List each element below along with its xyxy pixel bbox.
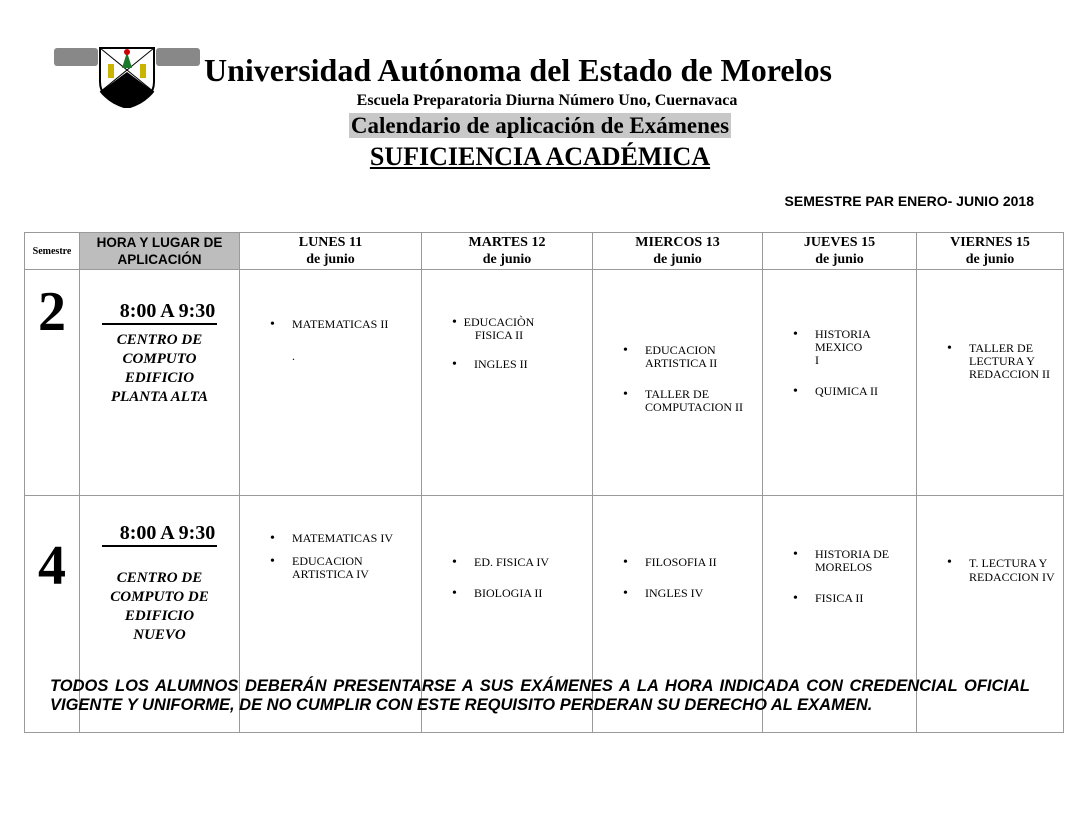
exam-place: CENTRO DE COMPUTO EDIFICIO PLANTA ALTA: [110, 332, 209, 405]
exam-type-text: SUFICIENCIA ACADÉMICA: [369, 142, 711, 171]
header-day: [240, 233, 422, 270]
subjects-cell: [240, 270, 422, 496]
exam-time: [80, 522, 239, 547]
header-day: [763, 233, 917, 270]
semester-label: SEMESTRE PAR ENERO- JUNIO 2018: [784, 193, 1034, 209]
month-label: de junio: [306, 252, 355, 267]
table-header-row: [25, 233, 1064, 270]
month-label: de junio: [965, 252, 1015, 267]
exam-time-text: 8:00 A 9:30: [102, 522, 218, 547]
subject-item: • TALLER DE COMPUTACION II: [593, 388, 762, 414]
university-name: Universidad Autónoma del Estado de Morelos: [204, 52, 832, 88]
day-label: MARTES 12: [468, 235, 546, 250]
subject-item: • BIOLOGIA II: [422, 587, 592, 600]
subject-item: • QUIMICA II: [763, 385, 916, 398]
subjects-cell: [917, 270, 1064, 496]
subjects-cell: [763, 270, 917, 496]
header-day: [593, 233, 763, 270]
table-row: [25, 270, 1064, 496]
exam-place: CENTRO DE COMPUTO DE EDIFICIO NUEVO: [110, 570, 209, 643]
subject-item: • TALLER DE LECTURA Y REDACCION II: [917, 342, 1063, 381]
header-day: [917, 233, 1064, 270]
notice-text: TODOS LOS ALUMNOS DEBERÁN PRESENTARSE A SUS EXÁMENES A LA HORA INDICADA CON CREDENCIAL OFICIAL VIGENTE Y UNIFORME, DE NO CUMPLIR CON ESTE REQUISITO PERDERAN SU DERECHO AL EXAMEN.: [50, 677, 1030, 714]
exam-type: [0, 142, 1080, 172]
subject-item: • INGLES IV: [593, 587, 762, 600]
subject-item: • EDUCACIÒN FISICA II: [422, 316, 592, 342]
semester-number: 4: [25, 496, 80, 733]
month-label: de junio: [653, 252, 702, 267]
day-label: MIERCOS 13: [635, 235, 720, 250]
calendar-title: [0, 113, 1080, 139]
month-label: de junio: [482, 252, 532, 267]
subject-item: • EDUCACION ARTISTICA IV: [240, 555, 421, 581]
subject-item: • MATEMATICAS IV: [240, 532, 421, 545]
calendar-title-text: Calendario de aplicación de Exámenes: [350, 113, 730, 138]
exam-time-text: 8:00 A 9:30: [102, 300, 218, 325]
header-hora-lugar: HORA Y LUGAR DE APLICACIÓN: [80, 233, 240, 270]
subject-item: • EDUCACION ARTISTICA II: [593, 344, 762, 370]
header-day: [422, 233, 593, 270]
day-label: LUNES 11: [298, 235, 363, 250]
exam-schedule-table: [24, 232, 1064, 733]
day-label: VIERNES 15: [950, 235, 1030, 250]
school-name: Escuela Preparatoria Diurna Número Uno, Cuernavaca: [356, 92, 738, 109]
header-semestre: Semestre: [25, 233, 80, 270]
subjects-cell: [422, 270, 593, 496]
subject-item: • T. LECTURA Y REDACCION IV: [917, 556, 1063, 584]
month-label: de junio: [815, 252, 864, 267]
stray-mark: .: [292, 349, 295, 363]
time-place-cell: [80, 270, 240, 496]
semester-number: 2: [25, 270, 80, 496]
subject-item: • HISTORIA DE MORELOS: [763, 548, 916, 574]
subject-item: • ED. FISICA IV: [422, 556, 592, 569]
subjects-cell: [593, 270, 763, 496]
subject-item: • FILOSOFIA II: [593, 556, 762, 569]
day-label: JUEVES 15: [803, 235, 876, 250]
exam-time: [80, 300, 239, 325]
subject-item: • HISTORIA MEXICO I: [763, 328, 916, 367]
subject-item: • MATEMATICAS II: [240, 318, 421, 331]
subject-item: • INGLES II: [422, 358, 592, 371]
subject-item: • FISICA II: [763, 592, 916, 605]
